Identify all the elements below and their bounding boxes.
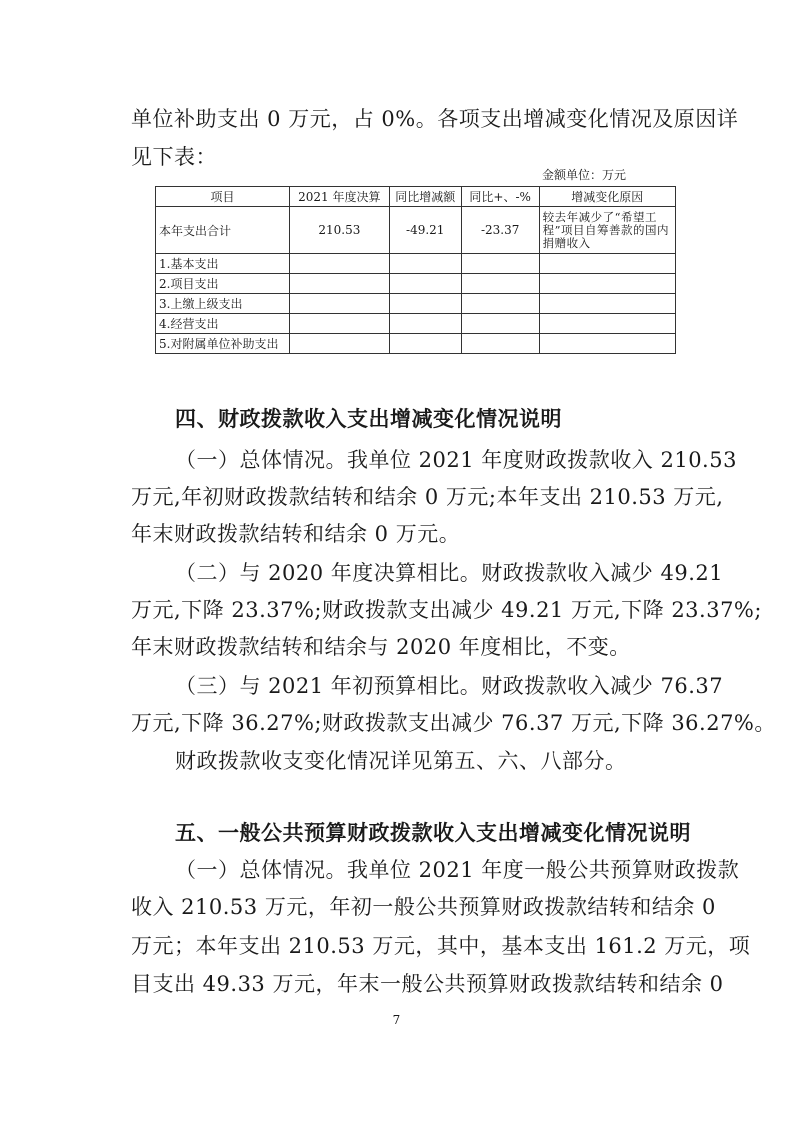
table-cell-pct bbox=[461, 254, 539, 274]
table-cell-reason: 较去年减少了“希望工程”项目自筹善款的国内捐赠收入 bbox=[539, 207, 675, 254]
table-cell-item: 1.基本支出 bbox=[156, 254, 290, 274]
table-cell-reason bbox=[539, 314, 675, 334]
table-cell-reason bbox=[539, 294, 675, 314]
intro-line-1: 单位补助支出 0 万元，占 0%。各项支出增减变化情况及原因详 bbox=[131, 107, 739, 131]
table-cell-pct: -23.37 bbox=[461, 207, 539, 254]
table-cell-pct bbox=[461, 334, 539, 354]
table-cell-change bbox=[389, 314, 461, 334]
table-cell-amount: 210.53 bbox=[289, 207, 389, 254]
table-cell-pct bbox=[461, 314, 539, 334]
table-cell-change bbox=[389, 294, 461, 314]
table-header: 同比增减额 bbox=[389, 187, 461, 207]
table-cell-pct bbox=[461, 274, 539, 294]
table-unit-label: 金额单位：万元 bbox=[542, 168, 627, 182]
table-header: 2021 年度决算 bbox=[289, 187, 389, 207]
table-header: 增减变化原因 bbox=[539, 187, 675, 207]
table-row bbox=[156, 294, 676, 314]
table-row bbox=[156, 207, 676, 254]
table-cell-amount bbox=[289, 254, 389, 274]
table-cell-amount bbox=[289, 314, 389, 334]
section-4-heading: 四、财政拨款收入支出增减变化情况说明 bbox=[175, 407, 562, 431]
table-cell-amount bbox=[289, 294, 389, 314]
table-cell-amount bbox=[289, 274, 389, 294]
section-4-para-2-line: 年末财政拨款结转和结余与 2020 年度相比，不变。 bbox=[131, 635, 631, 659]
table-cell-change bbox=[389, 254, 461, 274]
table-cell-change: -49.21 bbox=[389, 207, 461, 254]
table-cell-item: 本年支出合计 bbox=[156, 207, 290, 254]
table-header: 同比+、-% bbox=[461, 187, 539, 207]
section-4-para-1-line: 年末财政拨款结转和结余 0 万元。 bbox=[131, 522, 461, 546]
table-cell-item: 5.对附属单位补助支出 bbox=[156, 334, 290, 354]
section-4-para-3-line: 万元,下降 36.27%;财政拨款支出减少 76.37 万元,下降 36.27%。 bbox=[131, 711, 776, 735]
table-cell-item: 4.经营支出 bbox=[156, 314, 290, 334]
section-4-para-4: 财政拨款收支变化情况详见第五、六、八部分。 bbox=[175, 749, 627, 773]
table-cell-reason bbox=[539, 274, 675, 294]
section-5-heading: 五、一般公共预算财政拨款收入支出增减变化情况说明 bbox=[175, 821, 691, 845]
expenditure-table bbox=[155, 186, 676, 354]
section-5-para-1-line: 万元；本年支出 210.53 万元，其中，基本支出 161.2 万元，项 bbox=[131, 934, 751, 958]
table-cell-change bbox=[389, 274, 461, 294]
table-cell-reason bbox=[539, 254, 675, 274]
table-cell-change bbox=[389, 334, 461, 354]
section-4-para-3-line: （三）与 2021 年初预算相比。财政拨款收入减少 76.37 bbox=[175, 674, 724, 698]
table-row bbox=[156, 274, 676, 294]
section-5-para-1-line: 收入 210.53 万元，年初一般公共预算财政拨款结转和结余 0 bbox=[131, 895, 716, 919]
table-cell-item: 2.项目支出 bbox=[156, 274, 290, 294]
table-header: 项目 bbox=[156, 187, 290, 207]
table-row bbox=[156, 334, 676, 354]
section-5-para-1-line: 目支出 49.33 万元，年末一般公共预算财政拨款结转和结余 0 bbox=[131, 972, 724, 996]
section-4-para-2-line: （二）与 2020 年度决算相比。财政拨款收入减少 49.21 bbox=[175, 561, 724, 585]
intro-line-2: 见下表： bbox=[131, 145, 217, 169]
section-4-para-1-line: （一）总体情况。我单位 2021 年度财政拨款收入 210.53 bbox=[175, 448, 737, 472]
section-4-para-2-line: 万元,下降 23.37%;财政拨款支出减少 49.21 万元,下降 23.37%; bbox=[131, 598, 762, 622]
table-row bbox=[156, 254, 676, 274]
table-row bbox=[156, 314, 676, 334]
page-number: 7 bbox=[392, 1013, 401, 1027]
table-cell-item: 3.上缴上级支出 bbox=[156, 294, 290, 314]
table-cell-reason bbox=[539, 334, 675, 354]
table-cell-amount bbox=[289, 334, 389, 354]
section-5-para-1-line: （一）总体情况。我单位 2021 年度一般公共预算财政拨款 bbox=[175, 858, 740, 882]
table-header-row bbox=[156, 187, 676, 207]
table-cell-pct bbox=[461, 294, 539, 314]
section-4-para-1-line: 万元,年初财政拨款结转和结余 0 万元;本年支出 210.53 万元, bbox=[131, 485, 724, 509]
